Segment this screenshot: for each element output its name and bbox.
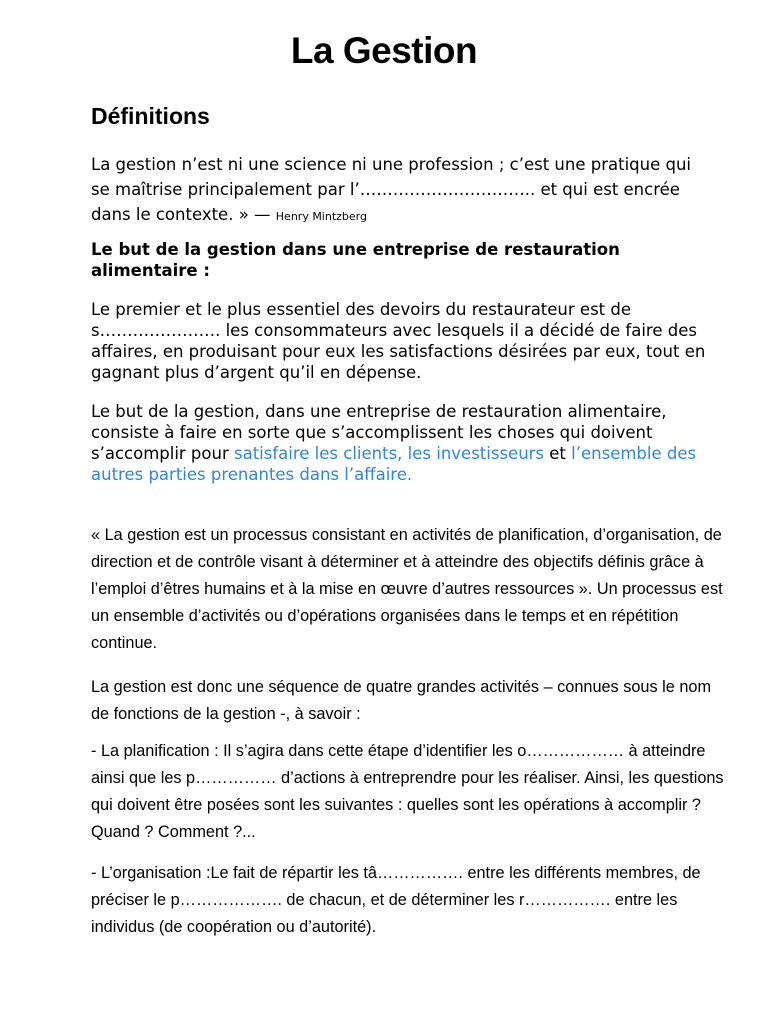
quote-text: La gestion n’est ni une science ni une profession ; c’est une pratique qui se maîtrise principalement par l’………………………….. et qui est encrée dans le contexte. » — <box>91 155 691 224</box>
list-item-planification: - La planification : Il s’agira dans cette étape d’identifier les o……………… à atteindre ainsi que les p…………… d’actions à entreprendre pour les réaliser. Ainsi, les questions qui doivent être posées sont les suivantes : quelles sont les opérations à accomplir ? Quand ? Comment ?... <box>91 742 724 841</box>
section-heading: Définitions <box>91 103 210 129</box>
paragraph-goal-text: Le but de la gestion, dans une entreprise de restauration alimentaire, consiste à faire en sorte que s’accomplissent les choses qui doivent s’accomplir pour <box>91 402 667 463</box>
mintzberg-quote <box>91 152 711 229</box>
paragraph-process-definition: « La gestion est un processus consistant en activités de planification, d’organisation, de direction et de contrôle visant à déterminer et à atteindre des objectifs définis grâce à l’emploi d’êtres humains et à la mise en œuvre d’autres ressources ». Un processus est un ensemble d’activités ou d’opérations organisées dans le temps et en répétition continue. <box>91 526 723 652</box>
stakeholders-link-others[interactable]: l’ensemble des autres parties prenantes dans l’affaire. <box>91 444 697 484</box>
page-title: La Gestion <box>290 30 478 71</box>
stakeholders-link-clients[interactable]: satisfaire les clients, les investisseurs <box>234 444 545 463</box>
paragraph-goal-of-management <box>91 401 731 485</box>
list-item-organisation: - L’organisation :Le fait de répartir les tâ……………. entre les différents membres, de préciser le p………………. de chacun, et de déterminer les r……………. entre les individus (de coopération ou d’autorité). <box>91 864 701 936</box>
goal-heading: Le but de la gestion dans une entreprise de restauration alimentaire : <box>91 240 620 280</box>
paragraph-restaurateur-duty: Le premier et le plus essentiel des devoirs du restaurateur est de s…………………. les consommateurs avec lesquels il a décidé de faire des affaires, en produisant pour eux les satisfactions désirées par eux, tout en gagnant plus d’argent qu’il en dépense. <box>91 300 706 382</box>
quote-author: Henry Mintzberg <box>275 210 367 223</box>
paragraph-four-functions: La gestion est donc une séquence de quatre grandes activités – connues sous le nom de fonctions de la gestion -, à savoir : <box>91 678 712 723</box>
paragraph-goal-connector: et <box>544 444 572 463</box>
